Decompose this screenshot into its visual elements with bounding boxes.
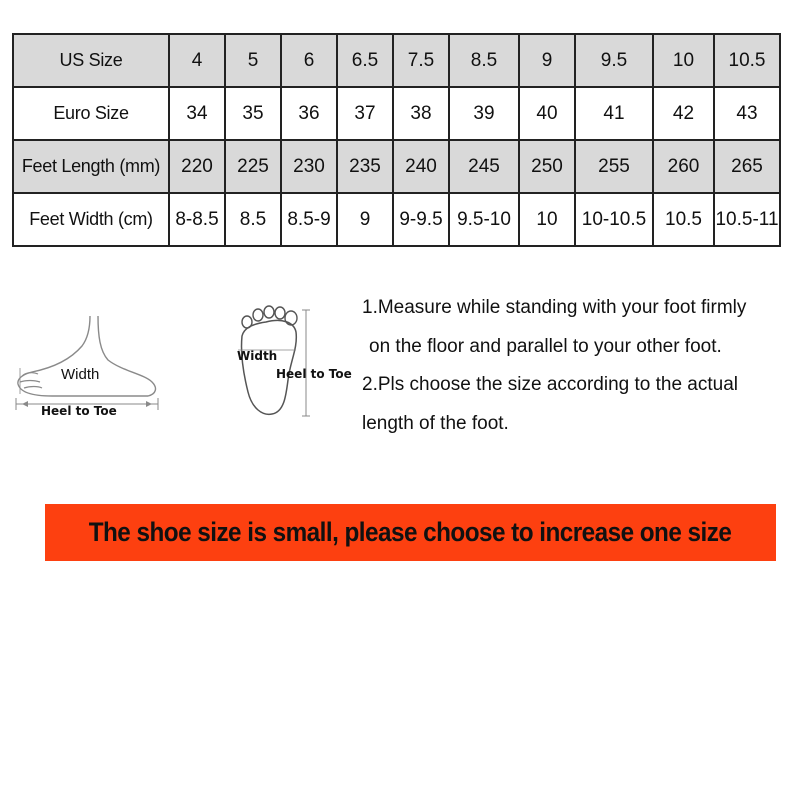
table-cell: 10.5 [653, 193, 714, 246]
table-cell: 8.5 [225, 193, 281, 246]
table-cell: 10 [653, 34, 714, 87]
top-width-label: Width [237, 349, 278, 363]
table-cell: 225 [225, 140, 281, 193]
table-cell: 35 [225, 87, 281, 140]
side-foot-diagram [12, 296, 162, 426]
table-cell: 9 [337, 193, 393, 246]
table-cell: 7.5 [393, 34, 449, 87]
size-warning-text: The shoe size is small, please choose to increase one size [89, 517, 732, 547]
table-cell: 4 [169, 34, 225, 87]
table-cell: 10.5-11 [714, 193, 780, 246]
row-header: US Size [13, 34, 169, 87]
table-cell: 220 [169, 140, 225, 193]
table-cell: 36 [281, 87, 337, 140]
instruction-line-2: on the floor and parallel to your other foot. [369, 335, 722, 357]
table-cell: 42 [653, 87, 714, 140]
instruction-line-4: length of the foot. [362, 412, 509, 434]
table-row [13, 34, 780, 87]
instruction-line-3: 2.Pls choose the size according to the actual [362, 374, 739, 395]
table-cell: 245 [449, 140, 519, 193]
measurement-instructions [362, 289, 798, 443]
row-header: Feet Width (cm) [13, 193, 169, 246]
instruction-line-1: 1.Measure while standing with your foot firmly [362, 297, 747, 318]
table-cell: 8.5-9 [281, 193, 337, 246]
table-cell: 8.5 [449, 34, 519, 87]
table-cell: 250 [519, 140, 575, 193]
table-cell: 9.5 [575, 34, 653, 87]
size-chart-table [12, 33, 781, 247]
table-cell: 10 [519, 193, 575, 246]
table-cell: 37 [337, 87, 393, 140]
table-cell: 43 [714, 87, 780, 140]
table-cell: 265 [714, 140, 780, 193]
table-cell: 10.5 [714, 34, 780, 87]
table-cell: 5 [225, 34, 281, 87]
table-cell: 235 [337, 140, 393, 193]
table-cell: 38 [393, 87, 449, 140]
table-cell: 260 [653, 140, 714, 193]
table-cell: 8-8.5 [169, 193, 225, 246]
table-cell: 41 [575, 87, 653, 140]
table-cell: 6.5 [337, 34, 393, 87]
table-cell: 9-9.5 [393, 193, 449, 246]
table-cell: 9.5-10 [449, 193, 519, 246]
table-cell: 39 [449, 87, 519, 140]
top-foot-diagram [232, 296, 360, 426]
table-row [13, 87, 780, 140]
table-row [13, 193, 780, 246]
size-warning-banner [45, 504, 776, 561]
table-cell: 10-10.5 [575, 193, 653, 246]
side-width-label: Width [61, 366, 100, 383]
table-cell: 255 [575, 140, 653, 193]
table-cell: 9 [519, 34, 575, 87]
table-cell: 34 [169, 87, 225, 140]
side-length-label: Heel to Toe [41, 404, 117, 418]
table-cell: 40 [519, 87, 575, 140]
table-row [13, 140, 780, 193]
table-cell: 240 [393, 140, 449, 193]
top-length-label: Heel to Toe [276, 367, 352, 381]
table-cell: 230 [281, 140, 337, 193]
table-cell: 6 [281, 34, 337, 87]
row-header: Euro Size [13, 87, 169, 140]
row-header: Feet Length (mm) [13, 140, 169, 193]
